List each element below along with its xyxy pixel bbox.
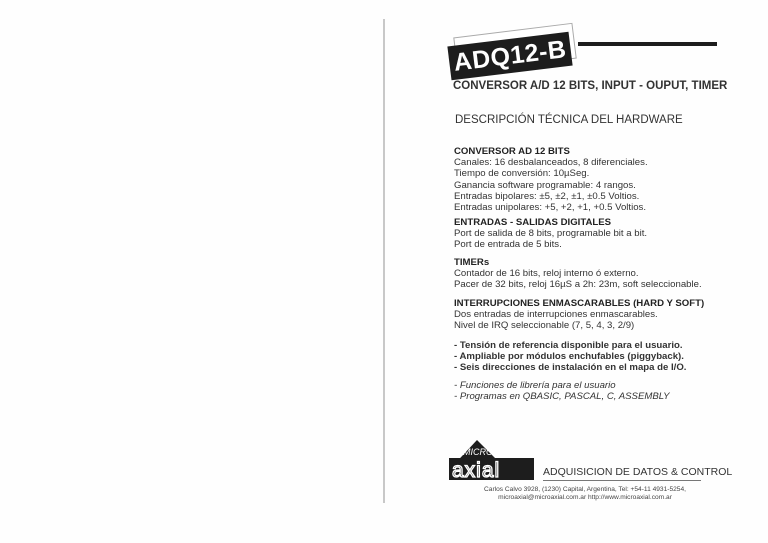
- tagline-rule: [543, 480, 701, 481]
- logo-triangle-icon: [449, 440, 541, 482]
- section-line: Contador de 16 bits, reloj interno ó externo.: [454, 268, 639, 280]
- section-line: Port de salida de 8 bits, programable bit a bit.: [454, 228, 648, 240]
- feature-item: - Tensión de referencia disponible para el usuario.: [454, 340, 683, 351]
- software-item: - Funciones de librería para el usuario: [454, 380, 616, 391]
- section-heading: ENTRADAS - SALIDAS DIGITALES: [454, 217, 612, 228]
- section-line: Entradas unipolares: +5, +2, +1, +0.5 Voltios.: [454, 202, 647, 214]
- product-code: ADQ12-B: [452, 34, 568, 77]
- section-line: Dos entradas de interrupciones enmascarables.: [454, 309, 658, 321]
- section-line: Tiempo de conversión: 10µSeg.: [454, 168, 590, 180]
- svg-text:MICRO: MICRO: [463, 447, 493, 457]
- company-address: [440, 486, 730, 502]
- feature-item: - Seis direcciones de instalación en el mapa de I/O.: [454, 362, 687, 374]
- description-heading: DESCRIPCIÓN TÉCNICA DEL HARDWARE: [455, 114, 683, 126]
- microaxial-logo: [449, 440, 541, 482]
- section-line: Nivel de IRQ seleccionable (7, 5, 4, 3, 2/9): [454, 320, 635, 332]
- section-line: Canales: 16 desbalanceados, 8 diferenciales.: [454, 157, 648, 169]
- address-line: Carlos Calvo 3928, (1230) Capital, Argentina, Tel: +54-11 4931-5254,: [484, 486, 686, 493]
- section-digital-io: [454, 217, 647, 251]
- section-heading: TIMERs: [454, 257, 490, 268]
- section-conversor: [454, 146, 648, 213]
- svg-text:axial: axial: [452, 459, 501, 482]
- section-line: Pacer de 32 bits, reloj 16µS a 2h: 23m, soft seleccionable.: [454, 279, 702, 291]
- features-list: [454, 340, 686, 374]
- software-list: [454, 380, 670, 402]
- section-timers: [454, 257, 702, 291]
- page-fold-line: [383, 19, 385, 503]
- product-subtitle: CONVERSOR A/D 12 BITS, INPUT - OUPUT, TIMER: [453, 80, 728, 92]
- feature-item: - Ampliable por módulos enchufables (piggyback).: [454, 351, 684, 363]
- title-rule: [578, 42, 717, 46]
- software-item: - Programas en QBASIC, PASCAL, C, ASSEMBLY: [454, 391, 670, 403]
- section-heading: CONVERSOR AD 12 BITS: [454, 146, 570, 157]
- contact-line: microaxial@microaxial.com.ar http://www.microaxial.com.ar: [498, 494, 672, 502]
- product-title-badge: [447, 22, 582, 77]
- section-line: Port de entrada de 5 bits.: [454, 239, 562, 251]
- section-line: Entradas bipolares: ±5, ±2, ±1, ±0.5 Voltios.: [454, 190, 640, 202]
- company-tagline: ADQUISICION DE DATOS & CONTROL: [543, 466, 733, 478]
- section-line: Ganancia software programable: 4 rangos.: [454, 179, 636, 191]
- section-heading: INTERRUPCIONES ENMASCARABLES (HARD Y SOFT): [454, 298, 705, 309]
- section-interrupts: [454, 298, 704, 332]
